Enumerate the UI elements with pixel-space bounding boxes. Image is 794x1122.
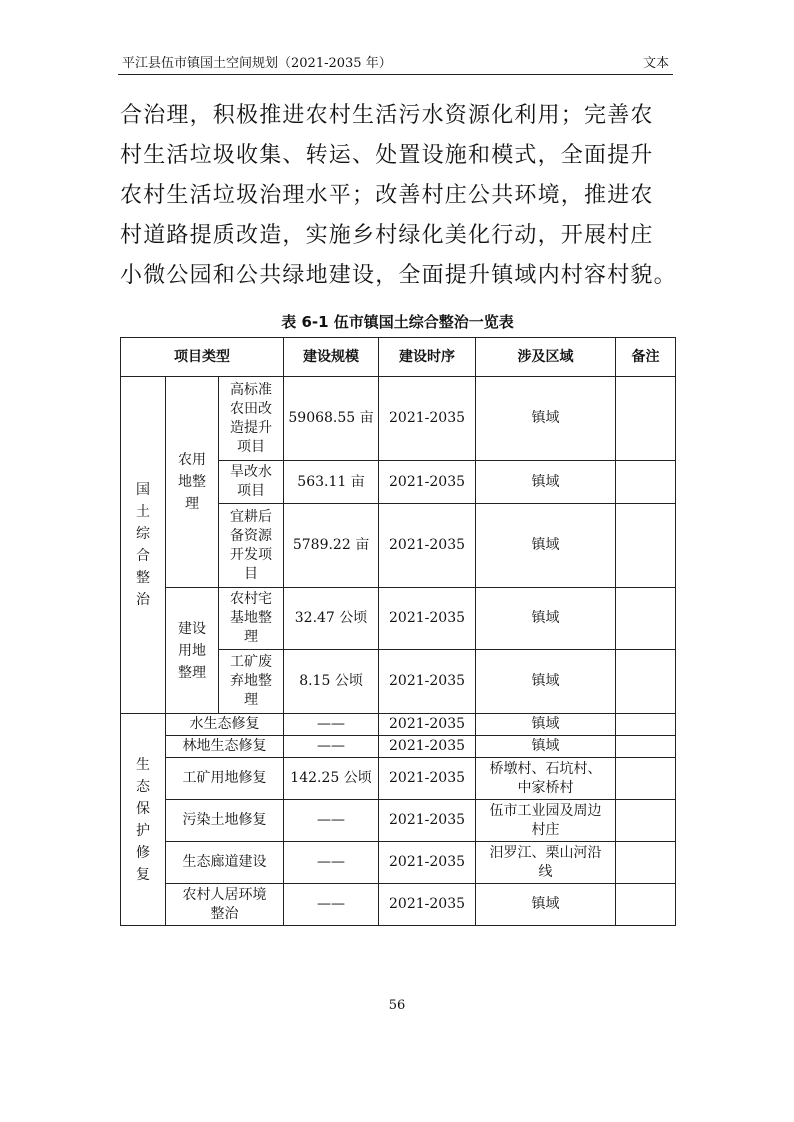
paragraph-line: 村生活垃圾收集、转运、处置设施和模式，全面提升: [120, 143, 654, 168]
header-period: 建设时序: [379, 338, 476, 377]
remark-cell: [616, 736, 676, 758]
remark-cell: [616, 758, 676, 800]
paragraph-line: 小微公园和公共绿地建设，全面提升镇域内村容村貌。: [120, 263, 677, 288]
period-cell: 2021-2035: [379, 736, 476, 758]
period-cell: 2021-2035: [379, 461, 476, 504]
table-caption: 表 6-1 伍市镇国土综合整治一览表: [281, 313, 514, 331]
scale-cell: 8.15 公顷: [284, 650, 379, 714]
paragraph-line: 农村生活垃圾治理水平；改善村庄公共环境，推进农: [120, 183, 654, 208]
remark-cell: [616, 714, 676, 736]
header-label: 文本: [642, 56, 669, 71]
item-cell: 污染土地修复: [166, 800, 284, 842]
table-row: [121, 800, 676, 842]
remark-cell: [616, 842, 676, 884]
period-cell: 2021-2035: [379, 588, 476, 650]
scale-cell: ——: [284, 800, 379, 842]
item-cell: 工矿用地修复: [166, 758, 284, 800]
remark-cell: [616, 461, 676, 504]
body-paragraph: [120, 96, 680, 296]
area-cell: 镇域: [476, 461, 616, 504]
remark-cell: [616, 650, 676, 714]
group-cell: 国土综合整治: [121, 377, 166, 714]
remark-cell: [616, 884, 676, 926]
table-header-row: [121, 338, 676, 377]
table-row: [121, 588, 676, 650]
item-cell: 生态廊道建设: [166, 842, 284, 884]
period-cell: 2021-2035: [379, 714, 476, 736]
remark-cell: [616, 377, 676, 461]
scale-cell: ——: [284, 714, 379, 736]
scale-cell: 32.47 公顷: [284, 588, 379, 650]
area-cell: 桥墩村、石坑村、中家桥村: [476, 758, 616, 800]
table-row: [121, 884, 676, 926]
area-cell: 镇域: [476, 736, 616, 758]
area-cell: 镇域: [476, 650, 616, 714]
area-cell: 镇域: [476, 588, 616, 650]
table-row: [121, 714, 676, 736]
area-cell: 镇域: [476, 714, 616, 736]
area-cell: 镇域: [476, 504, 616, 588]
scale-cell: 59068.55 亩: [284, 377, 379, 461]
group-cell: 生态保护修复: [121, 714, 166, 926]
period-cell: 2021-2035: [379, 758, 476, 800]
area-cell: 汨罗江、栗山河沿线: [476, 842, 616, 884]
period-cell: 2021-2035: [379, 884, 476, 926]
scale-cell: 142.25 公顷: [284, 758, 379, 800]
item-cell: 农村人居环境整治: [166, 884, 284, 926]
period-cell: 2021-2035: [379, 504, 476, 588]
item-cell: 旱改水项目: [219, 461, 284, 504]
table-row: [121, 736, 676, 758]
remark-cell: [616, 504, 676, 588]
header-title: 平江县伍市镇国土空间规划（2021-2035 年）: [122, 56, 392, 71]
area-cell: 镇域: [476, 884, 616, 926]
header-area: 涉及区域: [476, 338, 616, 377]
subgroup-cell: 农用地整理: [166, 377, 219, 588]
period-cell: 2021-2035: [379, 842, 476, 884]
item-cell: 水生态修复: [166, 714, 284, 736]
item-cell: 农村宅基地整理: [219, 588, 284, 650]
paragraph-line: 村道路提质改造，实施乡村绿化美化行动，开展村庄: [120, 223, 654, 248]
header-remark: 备注: [616, 338, 676, 377]
period-cell: 2021-2035: [379, 377, 476, 461]
table-row: [121, 842, 676, 884]
table-row: [121, 758, 676, 800]
header-type: 项目类型: [121, 338, 284, 377]
subgroup-cell: 建设用地整理: [166, 588, 219, 714]
remark-cell: [616, 588, 676, 650]
paragraph-line: 合治理，积极推进农村生活污水资源化利用；完善农: [120, 103, 654, 128]
scale-cell: ——: [284, 884, 379, 926]
page-number: 56: [388, 998, 406, 1013]
item-cell: 高标准农田改造提升项目: [219, 377, 284, 461]
period-cell: 2021-2035: [379, 800, 476, 842]
header-scale: 建设规模: [284, 338, 379, 377]
period-cell: 2021-2035: [379, 650, 476, 714]
page-header: [118, 50, 673, 75]
item-cell: 宜耕后备资源开发项目: [219, 504, 284, 588]
remark-cell: [616, 800, 676, 842]
scale-cell: ——: [284, 842, 379, 884]
area-cell: 镇域: [476, 377, 616, 461]
scale-cell: 563.11 亩: [284, 461, 379, 504]
land-consolidation-table: [120, 337, 676, 926]
table-row: [121, 377, 676, 461]
item-cell: 工矿废弃地整理: [219, 650, 284, 714]
area-cell: 伍市工业园及周边村庄: [476, 800, 616, 842]
item-cell: 林地生态修复: [166, 736, 284, 758]
scale-cell: ——: [284, 736, 379, 758]
scale-cell: 5789.22 亩: [284, 504, 379, 588]
